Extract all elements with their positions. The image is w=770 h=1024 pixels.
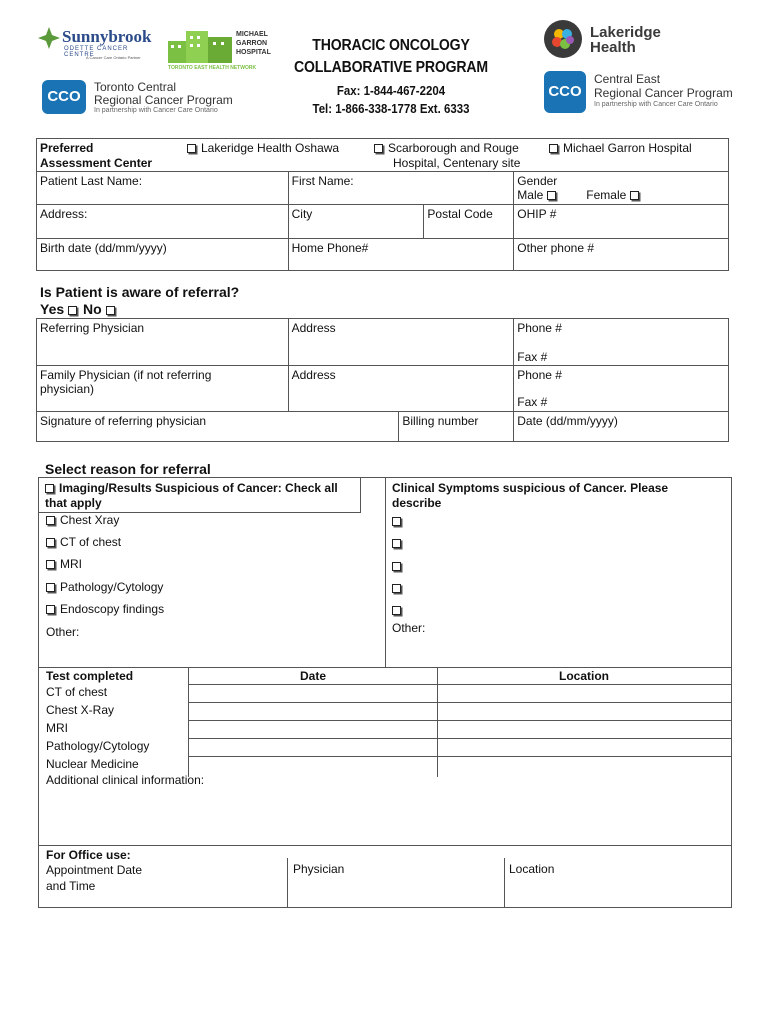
imaging-column [39, 478, 386, 667]
checkbox-icon[interactable] [392, 606, 401, 615]
test-row-label: CT of chest [46, 685, 108, 699]
clinical-checkbox-2[interactable] [392, 536, 406, 550]
signature-label: Signature of referring physician [40, 414, 207, 428]
checkbox-icon[interactable] [392, 539, 401, 548]
imaging-option[interactable] [46, 557, 82, 571]
fax-number: Fax: 1-844-467-2204 [336, 83, 446, 98]
referral-date-label: Date (dd/mm/yyyy) [517, 414, 618, 428]
female-checkbox[interactable] [630, 191, 639, 200]
checkbox-icon[interactable] [549, 144, 558, 153]
lakeridge-flower-icon [544, 20, 582, 58]
patient-info-table [36, 138, 729, 271]
clinical-checkbox-4[interactable] [392, 581, 406, 595]
checkbox-icon[interactable] [46, 583, 55, 592]
postal-code-field[interactable] [424, 205, 514, 239]
central-east-logo [544, 71, 744, 115]
no-checkbox[interactable] [106, 306, 115, 315]
mgh-name-line3: HOSPITAL [236, 49, 271, 56]
family-phone-fax-field[interactable] [514, 366, 729, 412]
ohip-label: OHIP # [517, 207, 557, 221]
appointment-field[interactable] [46, 862, 142, 894]
awareness-question [40, 284, 239, 318]
imaging-option[interactable] [46, 580, 163, 594]
hospital-building-icon [168, 27, 232, 63]
family-physician-label-1: Family Physician (if not referring [40, 368, 212, 382]
office-col-line-2 [504, 858, 505, 907]
physician-table [36, 318, 729, 442]
family-address-field[interactable] [288, 366, 514, 412]
ohip-field[interactable] [514, 205, 729, 239]
lakeridge-line2: Health [590, 39, 636, 56]
clinical-column [392, 478, 731, 667]
yes-checkbox[interactable] [68, 306, 77, 315]
sunnybrook-leaf-icon [38, 27, 60, 49]
clinical-checkbox-3[interactable] [392, 559, 406, 573]
mgh-logo [168, 25, 278, 73]
option-scarborough[interactable] [374, 141, 520, 171]
address-field[interactable] [37, 205, 289, 239]
option-mgh[interactable] [549, 141, 692, 155]
referring-physician-label: Referring Physician [40, 321, 145, 335]
yes-label: Yes [40, 301, 65, 317]
option-scarborough-label-2: Hospital, Centenary site [393, 156, 521, 170]
test-row-label: Chest X-Ray [46, 703, 115, 717]
col-location: Location [559, 669, 609, 683]
sunnybrook-name: Sunnybrook [62, 27, 152, 46]
gender-field [514, 172, 729, 205]
mgh-name-line2: GARRON [236, 40, 268, 47]
clinical-checkbox-5[interactable] [392, 603, 406, 617]
other-phone-label: Other phone # [517, 241, 595, 255]
tests-section [38, 667, 732, 908]
reason-heading: Select reason for referral [45, 461, 211, 477]
imaging-label-1: Imaging/Results Suspicious of Cancer: Check all [59, 481, 338, 495]
lakeridge-logo [544, 18, 664, 62]
program-title [280, 37, 502, 116]
appointment-label-2: and Time [46, 879, 96, 893]
imaging-option[interactable] [46, 535, 121, 549]
title-line2: COLLABORATIVE PROGRAM [294, 59, 488, 76]
signature-field[interactable] [37, 412, 399, 442]
sunnybrook-subtitle: ODETTE CANCER CENTRE [64, 46, 129, 58]
preferred-label-line1: Preferred [40, 141, 94, 155]
imaging-option-label: Chest Xray [60, 513, 120, 527]
checkbox-icon[interactable] [187, 144, 196, 153]
col-test-completed: Test completed [46, 669, 134, 683]
office-physician-label[interactable]: Physician [293, 862, 345, 876]
postal-code-label: Postal Code [427, 207, 493, 221]
imaging-checkbox[interactable] [45, 484, 54, 493]
birth-date-field[interactable] [37, 239, 289, 271]
reason-section [38, 477, 732, 668]
first-name-label: First Name: [291, 174, 354, 188]
appointment-label-1: Appointment Date [46, 863, 143, 877]
clinical-label-1: Clinical Symptoms suspicious of Cancer. Please [392, 481, 669, 495]
tc-line1: Toronto Central [94, 80, 177, 94]
office-heading: For Office use: [46, 848, 131, 862]
sunnybrook-tagline: A Cancer Care Ontario Partner [86, 55, 141, 60]
preferred-label-line2: Assessment Center [40, 156, 153, 170]
office-row [39, 862, 731, 907]
checkbox-icon[interactable] [392, 517, 401, 526]
preferred-center-row [37, 139, 729, 172]
office-location-label[interactable]: Location [509, 862, 555, 876]
first-name-field[interactable] [288, 172, 514, 205]
title-line1: THORACIC ONCOLOGY [312, 37, 470, 54]
checkbox-icon[interactable] [46, 538, 55, 547]
referring-phone-fax-field[interactable] [514, 319, 729, 366]
imaging-other-label[interactable]: Other: [46, 625, 80, 639]
office-divider [39, 845, 731, 846]
imaging-option-label: Pathology/Cytology [60, 580, 164, 594]
no-label: No [83, 301, 102, 317]
option-mgh-label: Michael Garron Hospital [563, 141, 692, 155]
imaging-option[interactable] [46, 513, 119, 527]
last-name-label: Patient Last Name: [40, 174, 143, 188]
referral-date-field[interactable] [514, 412, 729, 442]
imaging-label-2: that apply [45, 496, 102, 510]
option-lakeridge-label: Lakeridge Health Oshawa [201, 141, 340, 155]
referring-fax-label: Fax # [517, 350, 548, 364]
other-phone-field[interactable] [514, 239, 729, 271]
address-label: Address: [40, 207, 88, 221]
imaging-option-label: CT of chest [60, 535, 122, 549]
test-row-label: Pathology/Cytology [46, 739, 150, 753]
referring-address-label: Address [291, 321, 336, 335]
preferred-center-label [40, 141, 152, 171]
home-phone-field[interactable] [288, 239, 514, 271]
col-date: Date [300, 669, 327, 683]
imaging-option-label: MRI [60, 557, 82, 571]
additional-info-label[interactable]: Additional clinical information: [46, 773, 205, 787]
family-fax-label: Fax # [517, 395, 548, 409]
birth-date-label: Birth date (dd/mm/yyyy) [40, 241, 167, 255]
checkbox-icon[interactable] [392, 562, 401, 571]
gender-label: Gender [517, 174, 558, 188]
option-lakeridge[interactable] [187, 141, 339, 155]
imaging-option-label: Endoscopy findings [60, 602, 165, 616]
ce-line2: Regional Cancer Program [594, 86, 733, 100]
family-physician-label-2: physician) [40, 382, 95, 396]
lakeridge-line1: Lakeridge [590, 24, 661, 41]
ce-line1: Central East [594, 72, 661, 86]
tc-line3: In partnership with Cancer Care Ontario [94, 107, 218, 114]
billing-number-label: Billing number [402, 414, 479, 428]
imaging-header [39, 478, 361, 513]
mgh-network: TORONTO EAST HEALTH NETWORK [168, 65, 257, 71]
billing-number-field[interactable] [399, 412, 514, 442]
sunnybrook-logo [38, 27, 156, 67]
cco-mark-icon-2: CCO [544, 71, 586, 113]
city-field[interactable] [288, 205, 424, 239]
mgh-name-line1: MICHAEL [236, 31, 268, 38]
male-label: Male [517, 188, 544, 202]
referring-phone-label: Phone # [517, 321, 562, 335]
clinical-label-2: describe [392, 496, 442, 510]
tc-line2: Regional Cancer Program [94, 93, 233, 107]
male-checkbox[interactable] [547, 191, 556, 200]
family-phone-label: Phone # [517, 368, 562, 382]
ce-line3: In partnership with Cancer Care Ontario [594, 101, 718, 108]
cco-mark-icon: CCO [42, 80, 86, 114]
tests-grid-lines [38, 667, 732, 782]
family-address-label: Address [291, 368, 336, 382]
toronto-central-logo [42, 80, 242, 116]
checkbox-icon[interactable] [374, 144, 383, 153]
clinical-other-label[interactable]: Other: [392, 621, 426, 635]
female-label: Female [586, 188, 627, 202]
home-phone-label: Home Phone# [291, 241, 369, 255]
referring-physician-field[interactable] [37, 319, 289, 366]
checkbox-icon[interactable] [46, 560, 55, 569]
last-name-field[interactable] [37, 172, 289, 205]
clinical-checkbox-1[interactable] [392, 514, 406, 528]
tel-number: Tel: 1-866-338-1778 Ext. 6333 [312, 101, 470, 116]
checkbox-icon[interactable] [46, 605, 55, 614]
clinical-header [392, 481, 668, 511]
test-row-label: MRI [46, 721, 68, 735]
checkbox-icon[interactable] [46, 516, 55, 525]
awareness-question-text: Is Patient is aware of referral? [40, 284, 240, 300]
referring-address-field[interactable] [288, 319, 514, 366]
checkbox-icon[interactable] [392, 584, 401, 593]
office-col-line-1 [287, 858, 288, 907]
imaging-option[interactable] [46, 602, 164, 616]
city-label: City [291, 207, 313, 221]
test-row-label: Nuclear Medicine [46, 757, 139, 771]
family-physician-field[interactable] [37, 366, 289, 412]
option-scarborough-label-1: Scarborough and Rouge [388, 141, 519, 155]
